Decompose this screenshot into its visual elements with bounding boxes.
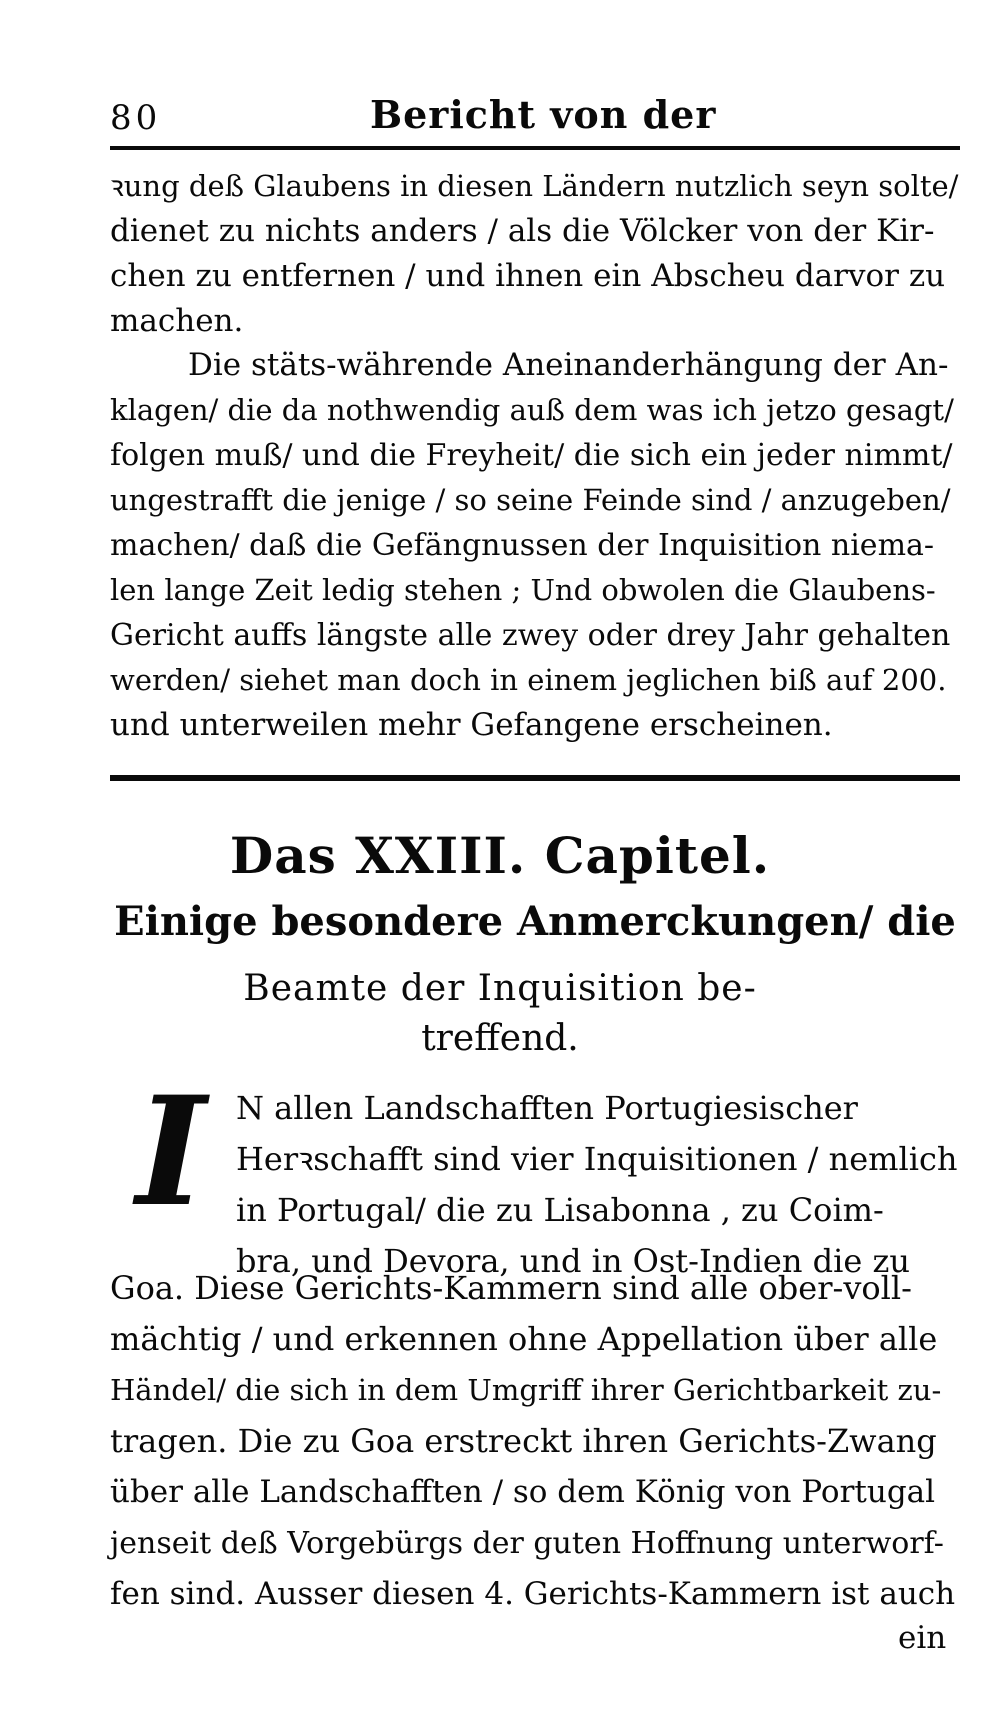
text-line: machen/ daß die Gefängnussen der Inquisition niema-	[110, 528, 935, 563]
text-line: mächtig / und erkennen ohne Appellation über alle	[110, 1320, 938, 1358]
text-line: werden/ siehet man doch in einem jeglichen biß auf 200.	[110, 663, 947, 697]
text-line: dienet zu nichts anders / als die Völcker von der Kir-	[110, 213, 935, 249]
page-number: 80	[110, 98, 162, 138]
text-line: Herꝛschafft sind vier Inquisitionen / nemlich	[236, 1140, 958, 1178]
header-rule	[110, 146, 960, 150]
text-line: len lange Zeit ledig stehen ; Und obwolen die Glaubens-	[110, 573, 936, 607]
text-line: fen sind. Ausser diesen 4. Gerichts-Kammern ist auch	[110, 1576, 956, 1612]
running-head: Bericht von der	[370, 92, 717, 137]
text-line: folgen muß/ und die Freyheit/ die sich ein jeder nimmt/	[110, 438, 953, 473]
text-line: chen zu entfernen / und ihnen ein Abscheu darvor zu	[110, 258, 946, 294]
body-lines-beside-initial	[236, 1083, 960, 1287]
page-header	[110, 92, 958, 142]
paragraph	[110, 343, 960, 748]
chapter-subtitle-line-3: treffend.	[421, 1018, 579, 1059]
section-divider-rule	[110, 775, 960, 781]
text-line: N allen Landschafften Portugiesischer	[236, 1089, 858, 1127]
text-line: Gericht auffs längste alle zwey oder drey Jahr gehalten	[110, 618, 951, 653]
text-line: tragen. Die zu Goa erstreckt ihren Gerichts-Zwang	[110, 1422, 937, 1460]
text-line: ungestrafft die jenige / so seine Feinde sind / anzugeben/	[110, 483, 951, 517]
text-line: bra, und Devora, und in Ost-Indien die zu	[236, 1242, 910, 1280]
chapter-subtitle: Einige besondere Anmerckungen/ die	[114, 898, 956, 945]
text-line: über alle Landschafften / so dem König von Portugal	[110, 1474, 936, 1510]
text-line: jenseit deß Vorgebürgs der guten Hoffnung unterworf-	[110, 1526, 944, 1561]
text-line: Händel/ die sich in dem Umgriff ihrer Gerichtbarkeit zu-	[110, 1373, 942, 1407]
chapter-subtitle-line-2: Beamte der Inquisition be-	[243, 968, 757, 1009]
text-line: klagen/ die da nothwendig auß dem was ich jetzo gesagt/	[110, 393, 954, 427]
text-line: Goa. Diese Gerichts-Kammern sind alle ober-voll-	[110, 1269, 912, 1307]
body-paragraph	[110, 1263, 960, 1620]
text-line: in Portugal/ die zu Lisabonna , zu Coim-	[236, 1191, 884, 1229]
text-line: Die stäts-währende Aneinanderhängung der An-	[188, 347, 949, 383]
continued-paragraph	[110, 164, 960, 344]
text-line: und unterweilen mehr Gefangene erscheinen.	[110, 707, 833, 743]
chapter-title: Das XXIII. Capitel.	[229, 826, 771, 885]
catchword: ein	[898, 1620, 947, 1656]
text-line: ꝛung deß Glaubens in diesen Ländern nutzlich seyn solte/	[110, 169, 959, 203]
text-line: machen.	[110, 303, 244, 339]
decorated-initial: I	[135, 1064, 207, 1240]
